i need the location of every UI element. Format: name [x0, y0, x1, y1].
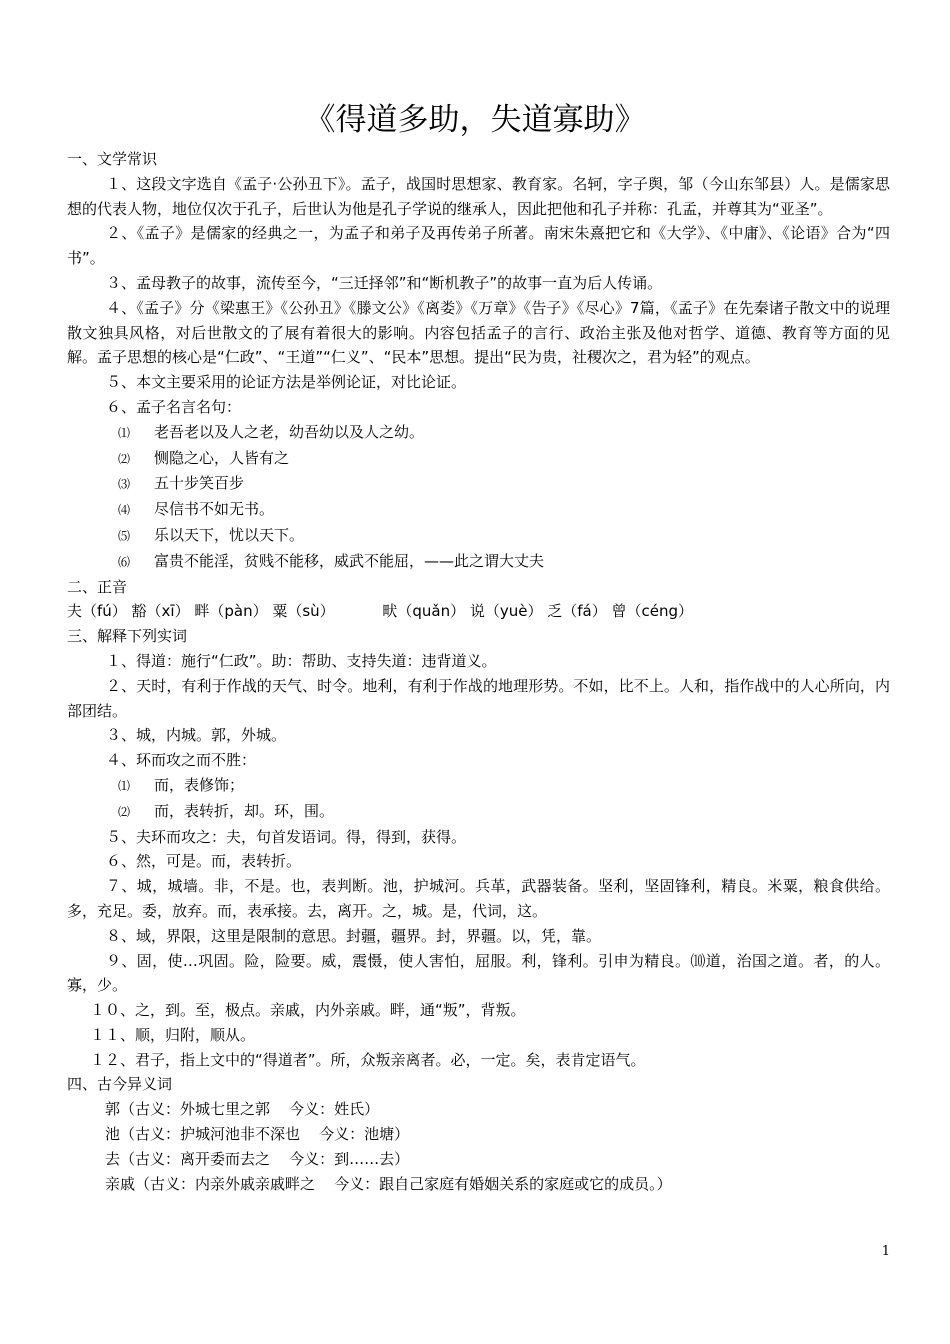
quote-text: 富贵不能淫，贫贱不能移，威武不能屈，——此之谓大丈夫	[154, 551, 545, 570]
quote-text: 乐以天下，忧以天下。	[154, 525, 305, 544]
paragraph: ５、本文主要采用的论证方法是举例论证，对比论证。	[106, 373, 467, 392]
paragraph: １、得道：施行“仁政”。助：帮助、支持失道：违背道义。	[106, 651, 497, 670]
paragraph: ４、《孟子》分《梁惠王》《公孙丑》《滕文公》《离娄》《万章》《告子》《尽心》7篇，《孟子》在先秦诸子散文中的说理散文独具风格，对后世散文的了展有着很大的影响。内容包括孟子的言行、政治主张及他对哲学、道德、教育等方面的见解。孟子思想的核心是“仁政”、“王道”“仁义”、“民本”思想。提出“民为贵，社稷次之，君为轻”的观点。	[67, 298, 890, 367]
page-number: 1	[881, 1244, 890, 1259]
quote-number: ⑸	[118, 528, 131, 543]
quote-item	[67, 471, 890, 497]
quote-text: 老吾老以及人之老，幼吾幼以及人之幼。	[154, 422, 425, 441]
section-heading-pronunciation: 二、正音	[67, 577, 128, 596]
paragraph: ９、固，使…巩固。险，险要。威，震慑，使人害怕，屈服。利，锋利。引申为精良。⑽道，治国之道。者，的人。寡，少。	[67, 951, 890, 995]
paragraph: １２、君子，指上文中的“得道者”。所，众叛亲离者。必，一定。矣，表肯定语气。	[90, 1050, 646, 1069]
pronunciation-line: 夫（fú） 豁（xī） 畔（pàn） 粟（sù） 畎（quǎn） 说（yuè） 乏（fá） 曾（céng）	[67, 602, 693, 621]
paragraph: １、这段文字选自《孟子·公孙丑下》。孟子，战国时思想家、教育家。名轲，字子舆，邹（今山东邹县）人。是儒家思想的代表人物，地位仅次于孔子，后世认为他是孔子学说的继承人，因此把他和孔子并称：孔孟，并尊其为“亚圣”。	[67, 174, 890, 218]
quote-item	[67, 420, 890, 446]
paragraph: ７、城，城墙。非，不是。也，表判断。池，护城河。兵革，武器装备。坚利，坚固锋利，精良。米粟，粮食供给。多，充足。委，放弃。而，表承接。去，离开。之，城。是，代词，这。	[67, 877, 890, 920]
quote-number: ⑵	[118, 451, 131, 466]
sub-item-text: 而，表转折，却。环，围。	[154, 801, 335, 820]
paragraph: １１、顺，归附，顺从。	[90, 1025, 256, 1044]
quote-number: ⑹	[118, 554, 131, 569]
paragraph: ３、孟母教子的故事，流传至今，“三迁择邻”和“断机教子”的故事一直为后人传诵。	[106, 273, 663, 292]
list-item: 去（古义：离开委而去之 今义：到……去）	[105, 1149, 410, 1168]
document-title: 《得道多助，失道寡助》	[304, 102, 646, 138]
document-body	[67, 147, 890, 1196]
section-heading-ancient-modern: 四、古今异义词	[67, 1075, 173, 1094]
sub-item	[67, 799, 890, 825]
quote-number: ⑴	[118, 425, 131, 440]
quote-item	[67, 549, 890, 575]
paragraph: ８、域，界限，这里是限制的意思。封疆，疆界。封，界疆。以，凭，靠。	[106, 926, 602, 945]
quote-item	[67, 497, 890, 523]
quote-item	[67, 523, 890, 549]
sub-item-number: ⑵	[118, 804, 131, 819]
list-item: 郭（古义：外城七里之郭 今义：姓氏）	[105, 1100, 380, 1119]
paragraph: ３、城，内城。郭，外城。	[106, 726, 287, 745]
paragraph: １０、之，到。至，极点。亲戚，内外亲戚。畔，通“叛”，背叛。	[90, 1001, 526, 1020]
section-heading-literature: 一、文学常识	[67, 150, 158, 168]
section-heading-vocabulary: 三、解释下列实词	[67, 627, 188, 646]
paragraph: ５、夫环而攻之：夫，句首发语词。得，得到，获得。	[106, 827, 467, 846]
quote-number: ⑶	[118, 477, 131, 492]
list-item: 池（古义：护城河池非不深也 今义：池塘）	[105, 1125, 410, 1144]
paragraph: ２、《孟子》是儒家的经典之一，为孟子和弟子及再传弟子所著。南宋朱熹把它和《大学》、《中庸》、《论语》合为“四书”。	[67, 224, 890, 268]
quote-text: 尽信书不如无书。	[154, 500, 275, 519]
quote-number: ⑷	[118, 503, 131, 518]
paragraph: ４、环而攻之而不胜：	[106, 751, 257, 770]
sub-item	[67, 773, 890, 799]
sub-item-number: ⑴	[118, 778, 131, 793]
paragraph: ６、孟子名言名句：	[106, 397, 242, 416]
quote-text: 五十步笑百步	[154, 474, 245, 493]
sub-item-text: 而，表修饰；	[154, 775, 245, 794]
paragraph: ２、天时，有利于作战的天气、时令。地利，有利于作战的地理形势。不如，比不上。人和，指作战中的人心所向，内部团结。	[67, 676, 890, 720]
paragraph: ６、然，可是。而，表转折。	[106, 852, 302, 871]
quote-text: 恻隐之心，人皆有之	[154, 448, 290, 467]
list-item: 亲戚（古义：内亲外戚亲戚畔之 今义：跟自己家庭有婚姻关系的家庭或它的成员。）	[105, 1174, 672, 1193]
quote-item	[67, 446, 890, 472]
